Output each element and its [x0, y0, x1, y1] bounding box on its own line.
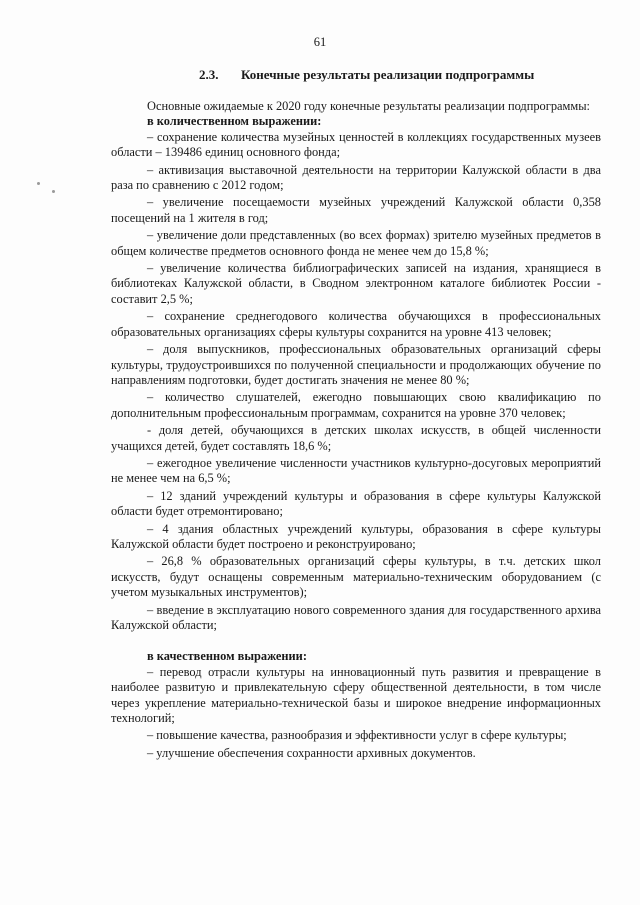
- qualitative-heading: в качественном выражении:: [147, 649, 307, 664]
- intro-paragraph: Основные ожидаемые к 2020 году конечные результаты реализации подпрограммы:: [147, 99, 590, 113]
- quantitative-item: – 4 здания областных учреждений культуры, образования в сфере культуры Калужской области будет построено и реконструировано;: [111, 521, 601, 551]
- quantitative-item: – 12 зданий учреждений культуры и образования в сфере культуры Калужской области будет отремонтировано;: [111, 488, 601, 519]
- quantitative-item: – количество слушателей, ежегодно повышающих свою квалификацию по дополнительным профессиональным программам, сохранится на уровне 370 человек;: [111, 390, 601, 420]
- quantitative-item: - доля детей, обучающихся в детских школах искусств, в общей численности учащихся детей, будет составлять 18,6 %;: [111, 423, 601, 453]
- section-heading: [199, 67, 534, 83]
- document-body: [111, 99, 601, 761]
- qualitative-item: – повышение качества, разнообразия и эффективности услуг в сфере культуры;: [147, 728, 567, 743]
- scan-speck: [37, 182, 40, 185]
- quantitative-heading: в количественном выражении:: [147, 114, 322, 129]
- quantitative-item: – введение в эксплуатацию нового современного здания для государственного архива Калужской области;: [111, 602, 601, 632]
- qualitative-item: – улучшение обеспечения сохранности архивных документов.: [147, 745, 476, 760]
- quantitative-item: – увеличение доли представленных (во всех формах) зрителю музейных предметов в общем количестве предметов основного фонда не менее чем до 15,8 %;: [111, 228, 601, 258]
- quantitative-item: – 26,8 % образовательных организаций сферы культуры, в т.ч. детских школ искусств, будут оснащены современным материально-техническим оборудованием (с учетом музыкальных инструментов);: [111, 554, 601, 600]
- qualitative-item: – перевод отрасли культуры на инновационный путь развития и превращение в наиболее развитую и привлекательную сферу общественной деятельности, в том числе через укрепление материально-технической базы и широкое внедрение информационных технологий;: [111, 664, 601, 726]
- quantitative-item: – ежегодное увеличение численности участников культурно-досуговых мероприятий не менее чем на 6,5 %;: [111, 455, 601, 486]
- quantitative-item: – увеличение посещаемости музейных учреждений Калужской области 0,358 посещений на 1 жителя в год;: [111, 195, 601, 225]
- quantitative-item: – сохранение количества музейных ценностей в коллекциях государственных музеев области – 139486 единиц основного фонда;: [111, 129, 601, 160]
- scan-speck: [52, 190, 55, 193]
- page-number: 61: [313, 35, 327, 49]
- quantitative-item: – сохранение среднегодового количества обучающихся в профессиональных образовательных организациях сферы культуры сохранится на уровне 413 человек;: [111, 309, 601, 339]
- quantitative-item: – доля выпускников, профессиональных образовательных организаций сферы культуры, трудоустроившихся по полученной специальности и продолжающих обучение по направлениям подготовки, будет достигать значения не менее 80 %;: [111, 342, 601, 387]
- section-number: 2.3.: [199, 67, 219, 82]
- quantitative-item: – увеличение количества библиографических записей на издания, хранящиеся в библиотеках Калужской области, в Сводном электронном каталоге библиотек России - составит 2,5 %;: [111, 261, 601, 306]
- quantitative-item: – активизация выставочной деятельности на территории Калужской области в два раза по сравнению с 2012 годом;: [111, 162, 601, 193]
- section-title: Конечные результаты реализации подпрограммы: [241, 67, 535, 82]
